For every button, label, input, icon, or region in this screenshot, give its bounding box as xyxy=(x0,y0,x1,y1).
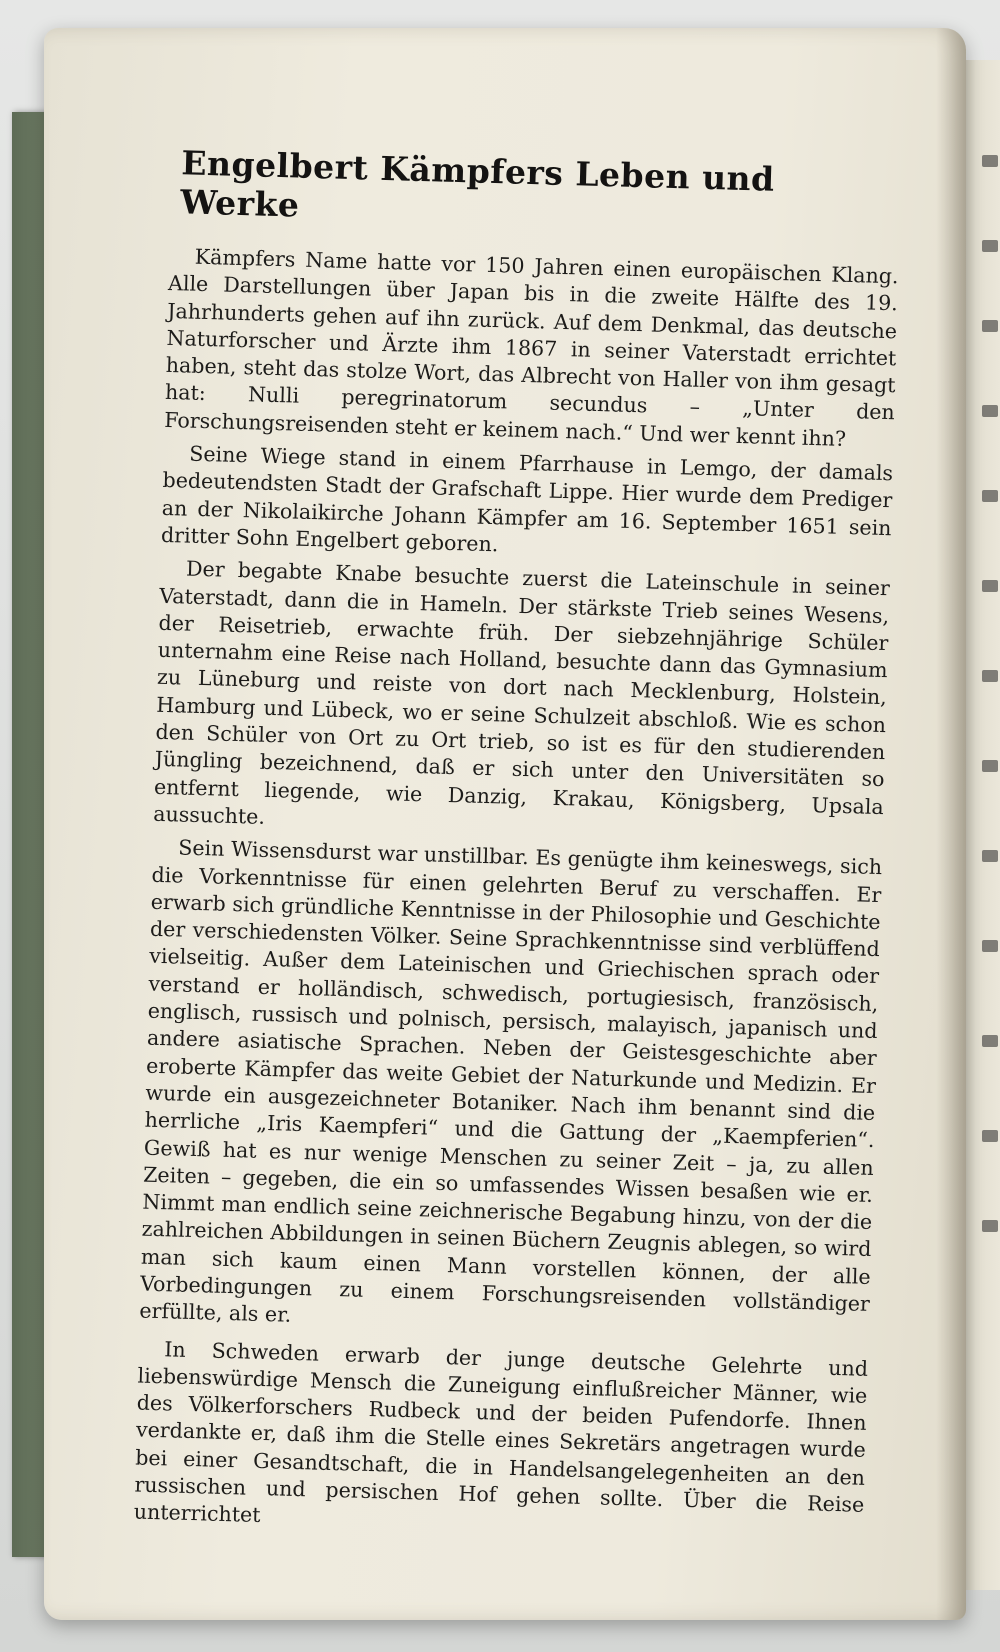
facing-page-text-fragment xyxy=(982,940,998,952)
facing-page-text-fragment xyxy=(982,670,998,682)
paragraph: Sein Wissensdurst war unstillbar. Es genügte ihm keineswegs, sich die Vorkenntnisse für einen gelehrten Beruf zu verschaffen. Er erwarb sich gründliche Kenntnisse in der Philosophie und Geschichte der verschiedensten Völker. Seine Sprachkenntnisse sind verblüffend vielseitig. Außer dem Lateinischen und Griechischen sprach oder verstand er holländisch, schwedisch, portugiesisch, französisch, englisch, russisch und polnisch, persisch, malayisch, japanisch und andere asiatische Sprachen. Neben der Geistesgeschichte aber eroberte Kämpfer das weite Gebiet der Naturkunde und Medizin. Er wurde ein ausgezeichneter Botaniker. Nach ihm benannt sind die herrliche „Iris Kaempferi“ und die Gattung der „Kaempferien“. Gewiß hat es nur wenige Menschen zu seiner Zeit – ja, zu allen Zeiten – gegeben, die ein so umfassendes Wissen besaßen wie er. Nimmt man endlich seine zeichnerische Begabung hinzu, von der die zahlreichen Abbildungen in seinen Büchern Zeugnis ablegen, so wird man sich kaum einen Mann vorstellen können, der alle Vorbedingungen zu einem Forschungsreisenden vollständiger erfüllte, als er. xyxy=(139,835,883,1328)
facing-page-text-fragment xyxy=(982,155,998,167)
facing-page-text-fragment xyxy=(982,240,998,252)
facing-page-text-fragment xyxy=(982,580,998,592)
facing-page-text-fragment xyxy=(982,850,998,862)
paragraph: Der begabte Knabe besuchte zuerst die Lateinschule in seiner Vaterstadt, dann die in Hameln. Der stärkste Trieb seines Wesens, der Reisetrieb, erwachte früh. Der siebzehnjährige Schüler unternahm eine Reise nach Holland, besuchte dann das Gymnasium zu Lüneburg und reiste von dort nach Mecklenburg, Holstein, Hamburg und Lübeck, wo er seine Schulzeit abschloß. Wie es schon den Schüler von Ort zu Ort trieb, so ist es für den studierenden Jüngling bezeichnend, daß er sich unter den Universitäten so entfernt liegende, wie Danzig, Krakau, Königsberg, Upsala aussuchte. xyxy=(152,556,891,829)
paragraph: Kämpfers Name hatte vor 150 Jahren einen europäischen Klang. Alle Darstellungen über Japan bis in die zweite Hälfte des 19. Jahrhunderts gehen auf ihn zurück. Auf dem Denkmal, das deutsche Naturforscher und Ärzte ihm 1867 in seiner Vaterstadt errichtet haben, steht das stolze Wort, das Albrecht von Haller von ihm gesagt hat: Nulli peregrinatorum secundus – „Unter den Forschungsreisenden steht er keinem nach.“ Und wer kennt ihn? xyxy=(163,244,899,451)
facing-page-text-fragment xyxy=(982,405,998,417)
facing-page-text-fragment xyxy=(982,1220,998,1232)
page-text-block xyxy=(133,143,902,1552)
facing-page-text-fragment xyxy=(982,1130,998,1142)
facing-page-text-fragment xyxy=(982,760,998,772)
chapter-title: Engelbert Kämpfers Leben und Werke xyxy=(179,143,776,225)
paragraph: Seine Wiege stand in einem Pfarrhause in Lemgo, der damals bedeutendsten Stadt der Grafschaft Lippe. Hier wurde dem Prediger an der Nikolaikirche Johann Kämpfer am 16. September 1651 sein dritter Sohn Engelbert geboren. xyxy=(160,441,894,557)
paragraph: In Schweden erwarb der junge deutsche Gelehrte und liebenswürdige Mensch die Zuneigung einflußreicher Männer, wie des Völkerforschers Rudbeck und der beiden Pufendorfe. Ihnen verdankte er, daß ihm die Stelle eines Sekretärs angetragen wurde bei einer Gesandtschaft, die in Handelsangelegenheiten an den russischen und persischen Hof gehen sollte. Über die Reise unterrichtet xyxy=(133,1336,869,1528)
facing-page-edge xyxy=(960,60,1000,1590)
book-page xyxy=(44,28,966,1620)
facing-page-text-fragment xyxy=(982,1035,998,1047)
facing-page-text-fragment xyxy=(982,320,998,332)
page-gutter-shadow xyxy=(936,28,966,1620)
facing-page-text-fragment xyxy=(982,490,998,502)
